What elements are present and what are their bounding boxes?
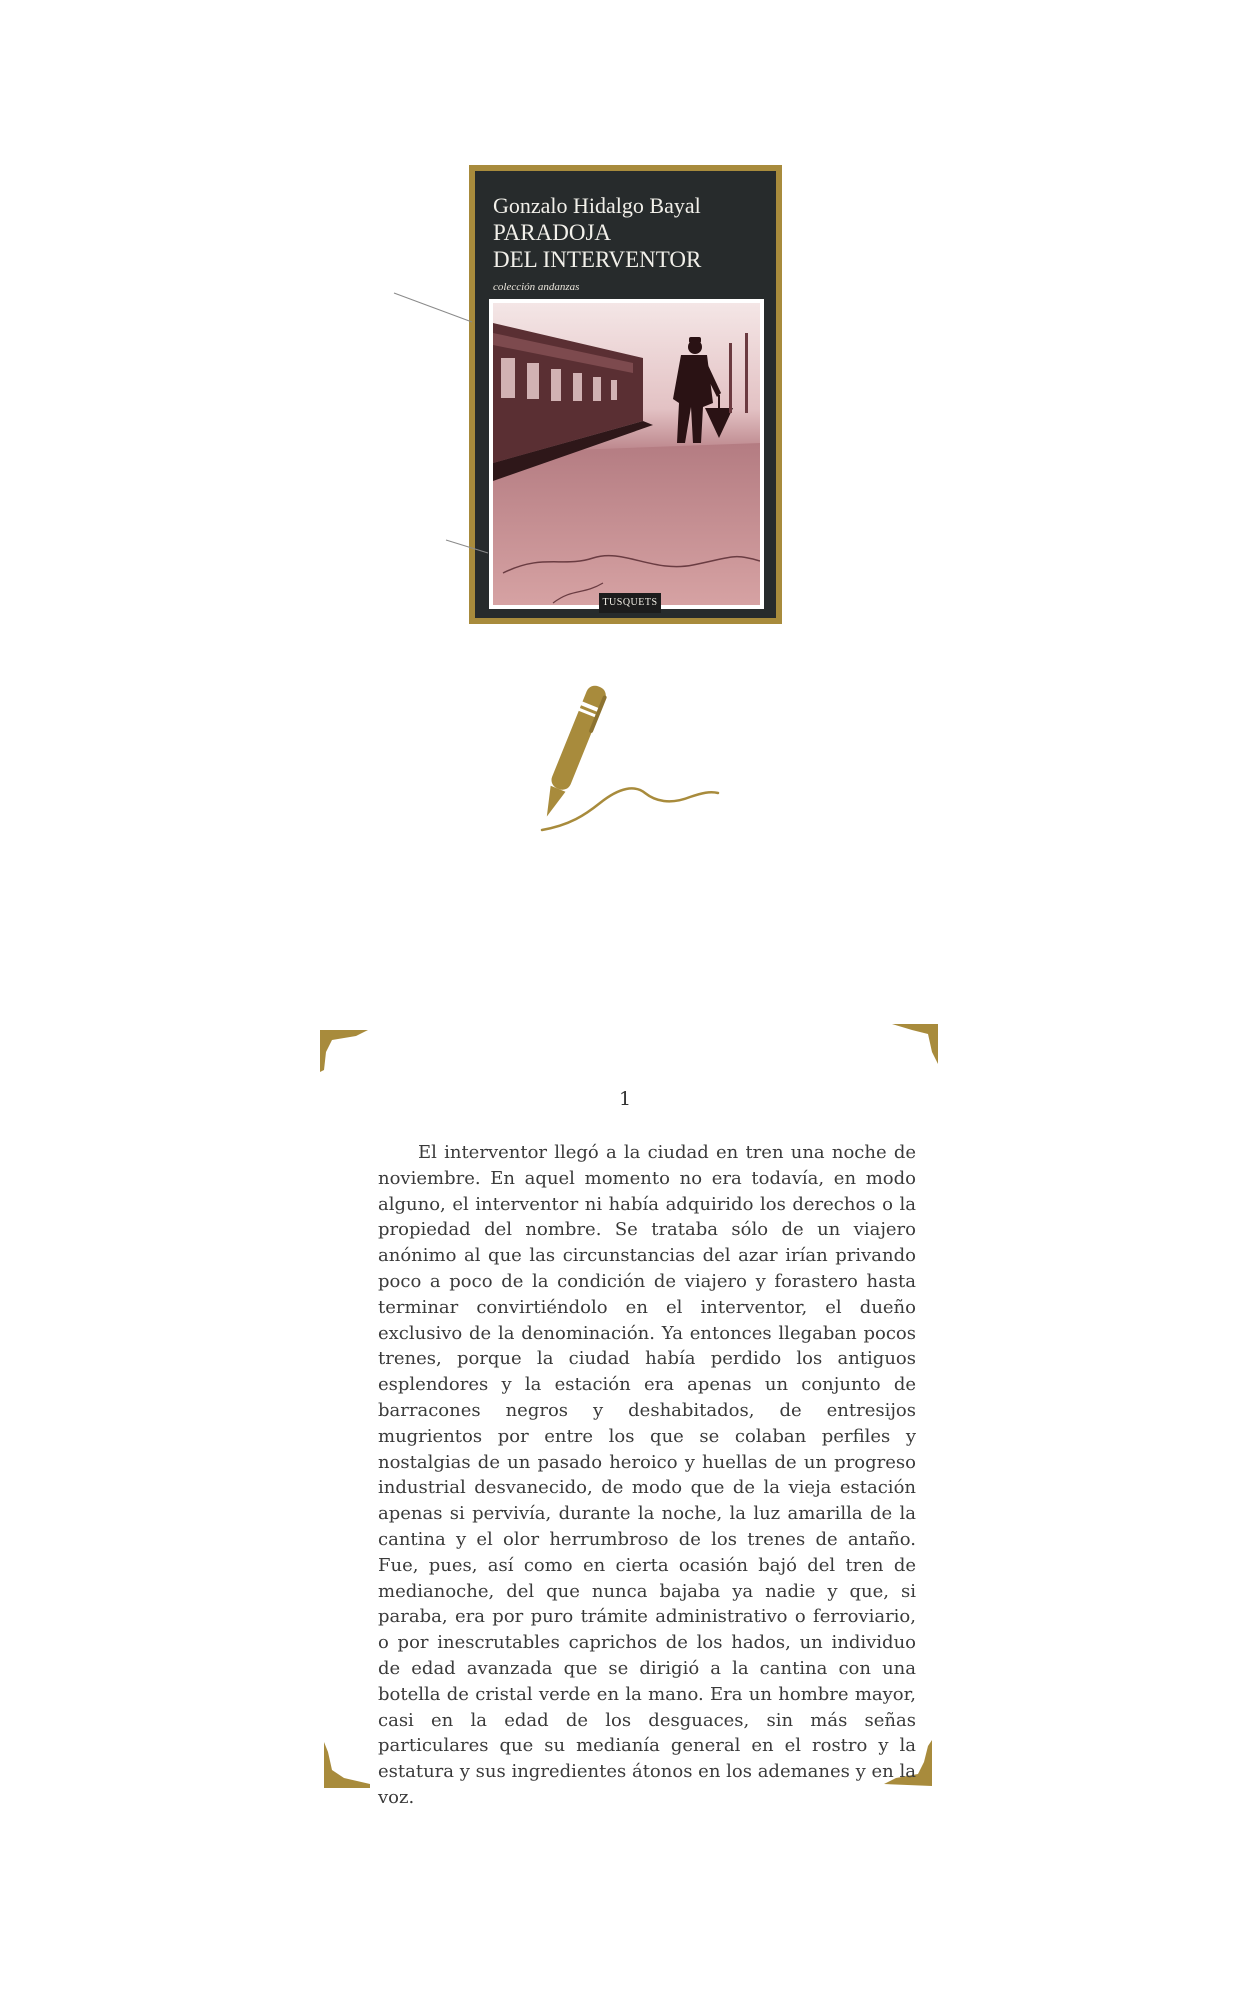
corner-ornament-top-left [320, 1030, 370, 1080]
cover-photo-frame [489, 299, 764, 609]
cover-title-line2: DEL INTERVENTOR [493, 247, 702, 272]
chapter-paragraph: El interventor llegó a la ciudad en tren una noche de noviembre. En aquel momento no era todavía, en modo alguno, el interventor ni había adquirido los derechos o la propiedad del nombre. Se trataba sólo de un viajero anónimo al que las circunstancias del azar irían privando poco a poco de la condición de viajero y forastero hasta terminar convirtiéndolo en el interventor, el dueño exclusivo de la denominación. Ya entonces llegaban pocos trenes, porque la ciudad había perdido los antiguos esplendores y la estación era apenas un conjunto de barracones negros y deshabitados, de entresijos mugrientos por entre los que se colaban perfiles y nostalgias de un pasado heroico y huellas de un progreso industrial desvanecido, de modo que de la vieja estación apenas si pervivía, durante la noche, la luz amarilla de la cantina y el olor herrumbroso de los trenes de antaño. Fue, pues, así como en cierta ocasión bajó del tren de medianoche, del que nunca bajaba ya nadie y que, si paraba, era por puro trámite administrativo o ferroviario, o por inescrutables caprichos de los hados, un individuo de edad avanzada que se dirigió a la cantina con una botella de cristal verde en la mano. Era un hombre mayor, casi en la edad de los desguaces, sin más señas particulares que su medianía general en el rostro y la estatura y sus ingredientes átonos en los ademanes y en la voz. [378, 1142, 916, 1808]
pen-icon [530, 675, 730, 845]
page-number: 1 [618, 1088, 632, 1110]
cover-author: Gonzalo Hidalgo Bayal [493, 193, 701, 218]
book-cover [469, 165, 782, 624]
pointer-lines [390, 285, 490, 565]
cover-collection: colección andanzas [493, 281, 580, 293]
corner-ornament-top-right [892, 1022, 942, 1072]
corner-ornament-bottom-left [322, 1742, 372, 1792]
publisher-logo: TUSQUETS [599, 593, 661, 613]
cover-photo [493, 303, 760, 605]
cover-title-line1: PARADOJA [493, 220, 612, 245]
cover-title [493, 219, 766, 273]
